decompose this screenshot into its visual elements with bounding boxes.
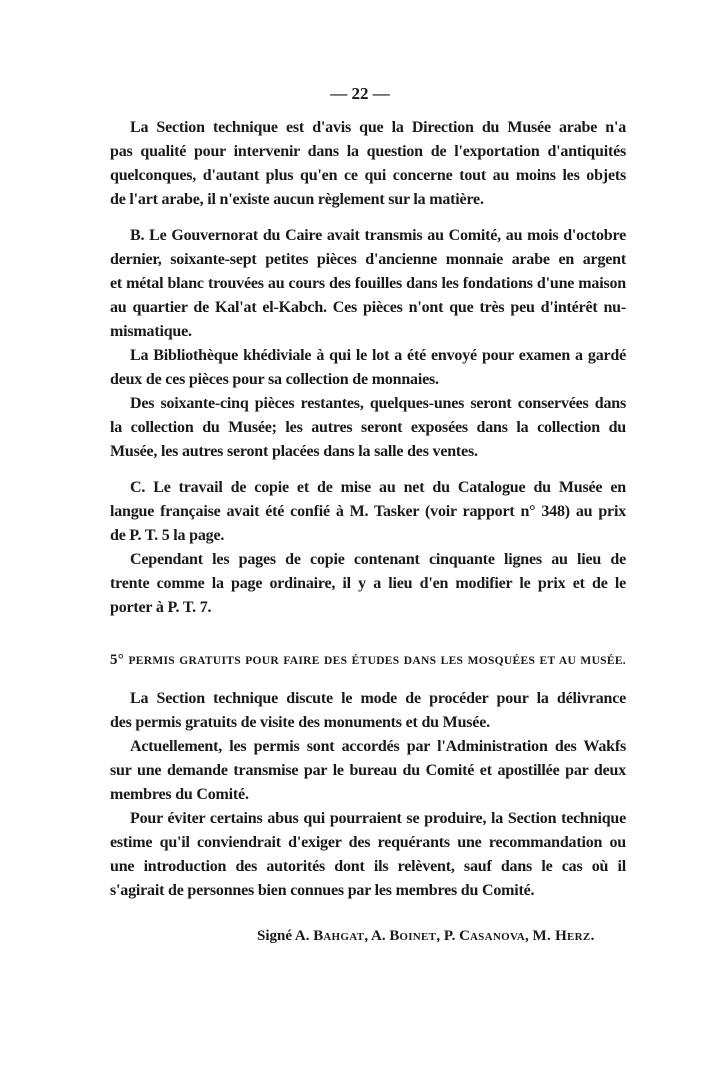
text-line: C. Le travail de copie et de mise au net du Catalogue du Musée en [130,479,626,496]
text-line: pas qualité pour intervenir dans la question de l'exportation d'antiquités [110,143,626,160]
text-line: La Bibliothèque khédiviale à qui le lot a été envoyé pour examen a gardé [130,347,626,364]
section-number: 5° [110,652,125,668]
text-line: dernier, soixante-sept petites pièces d'ancienne monnaie arabe en argent [110,251,626,268]
block-permits [110,687,626,903]
text-line: Cependant les pages de copie contenant cinquante lignes au lieu de [130,551,626,568]
text-line: quelconques, d'autant plus qu'en ce qui concerne tout au moins les objets [110,167,626,184]
block-coins [110,224,626,464]
text-line: B. Le Gouvernorat du Caire avait transmis au Comité, au mois d'octobre [130,227,626,244]
text-line: Pour éviter certains abus qui pourraient se produire, la Section technique [130,810,626,827]
text-line: La Section technique est d'avis que la Direction du Musée arabe n'a [130,119,626,136]
paragraph [110,807,626,903]
text-line: et métal blanc trouvées au cours des fouilles dans les fondations d'une maison [110,275,626,292]
block-museum-export [110,116,626,212]
text-line: Musée, les autres seront placées dans la salle des ventes. [110,443,478,460]
paragraph [110,548,626,620]
text-line: sur une demande transmise par le bureau du Comité et apostillée par deux [110,762,626,779]
signature-name-herz: M. Herz [532,928,591,944]
signature-line: Signé A. BAHGAT, A. BOINET, P. CASANOVA, M. Herz. [257,928,595,944]
text-line: de P. T. 5 la page. [110,527,225,544]
paragraph [110,392,626,464]
text-line: deux de ces pièces pour sa collection de monnaies. [110,371,439,388]
paragraph [110,687,626,735]
signature-name: A. B [371,928,400,944]
text-line: langue française avait été confié à M. Tasker (voir rapport n° 348) au prix [110,503,626,520]
text-line: la collection du Musée; les autres seront exposées dans la collection du [110,419,626,436]
paragraph [110,224,626,344]
text-line: au quartier de Kal'at el-Kabch. Ces pièces n'ont que très peu d'intérêt nu- [110,299,626,316]
text-line: porter à P. T. 7. [110,599,212,616]
section-heading [110,648,626,673]
text-line: La Section technique discute le mode de procéder pour la délivrance [130,690,626,707]
paragraph [110,116,626,212]
signature-prefix: Signé A. [257,928,314,944]
text-line: Actuellement, les permis sont accordés par l'Administration des Wakfs [130,738,626,755]
paragraph [110,344,626,392]
section-title: PERMIS GRATUITS POUR FAIRE DES ÉTUDES DANS LES MOSQUÉES ET AU MUSÉE. [128,655,626,667]
text-line: s'agirait de personnes bien connues par les membres du Comité. [110,882,535,899]
text-line: membres du Comité. [110,786,249,803]
page-number: — 22 — [330,84,390,103]
block-catalogue [110,476,626,620]
paragraph [110,476,626,548]
signature-name-rest: AHGAT [323,931,365,943]
signature-name: B [313,928,324,944]
text-line: Des soixante-cinq pièces restantes, quelques-unes seront conservées dans [130,395,626,412]
text-line: estime qu'il conviendrait d'exiger des requérants une recommandation ou [110,834,626,851]
text-line: des permis gratuits de visite des monuments et du Musée. [110,714,490,731]
text-line: une introduction des autorités dont ils relèvent, sauf dans le cas où il [110,858,626,875]
signature-name: P. C [443,928,470,944]
text-line: trente comme la page ordinaire, il y a lieu d'en modifier le prix et de le [110,575,626,592]
page-body [110,116,626,903]
text-line: mismatique. [110,323,192,340]
signature-name-rest: OINET [399,931,437,943]
signature-name-rest: ASANOVA [469,931,526,943]
text-line: de l'art arabe, il n'existe aucun règlement sur la matière. [110,191,484,208]
paragraph [110,735,626,807]
